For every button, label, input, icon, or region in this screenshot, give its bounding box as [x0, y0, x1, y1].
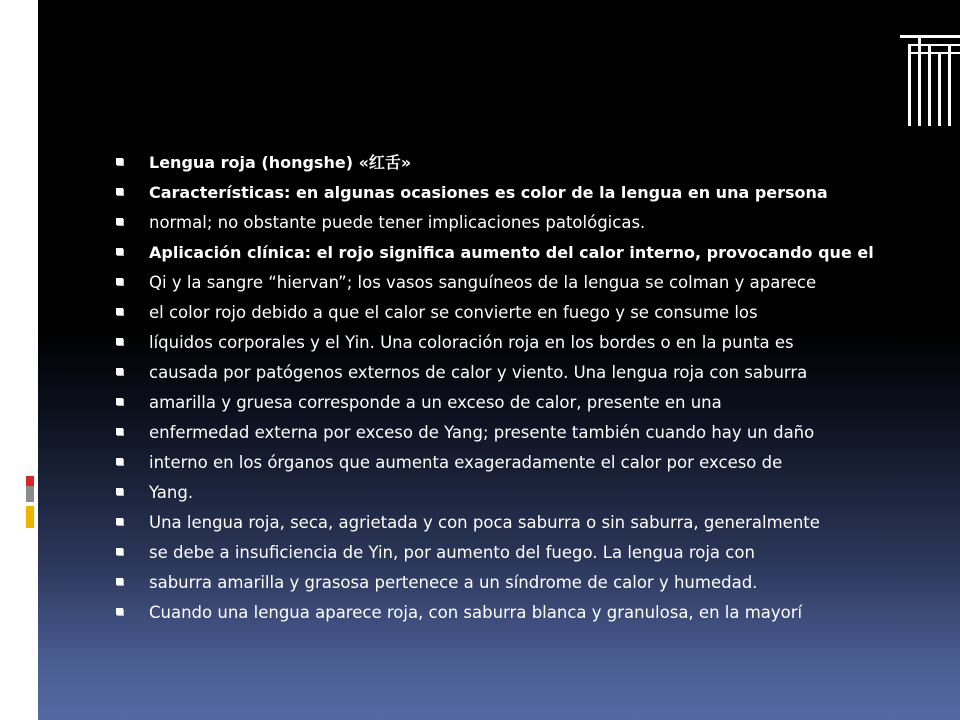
square-bullet-icon [116, 548, 123, 555]
bullet-item [114, 334, 914, 351]
bullet-item [114, 604, 914, 621]
bullet-text: líquidos corporales y el Yin. Una coloración roja en los bordes o en la punta es [149, 333, 794, 352]
square-bullet-icon [116, 308, 123, 315]
square-bullet-icon [116, 458, 123, 465]
bullet-item [114, 274, 914, 291]
bullet-item [114, 304, 914, 321]
bullet-item [114, 424, 914, 441]
bullet-item [114, 484, 914, 501]
bullet-text: enfermedad externa por exceso de Yang; presente también cuando hay un daño [149, 423, 815, 442]
square-bullet-icon [116, 158, 123, 165]
bullet-item [114, 454, 914, 471]
bullet-item [114, 544, 914, 561]
accent-stripe-yellow [26, 506, 34, 528]
bullet-item [114, 184, 914, 201]
bullet-text: Lengua roja (hongshe) «红舌» [149, 153, 412, 172]
bullet-text: Qi y la sangre “hiervan”; los vasos sanguíneos de la lengua se colman y aparece [149, 273, 817, 292]
bullet-item [114, 394, 914, 411]
bullet-item [114, 154, 914, 171]
bullet-text: se debe a insuficiencia de Yin, por aumento del fuego. La lengua roja con [149, 543, 755, 562]
bullet-text: Características: en algunas ocasiones es color de la lengua en una persona [149, 183, 828, 202]
square-bullet-icon [116, 278, 123, 285]
square-bullet-icon [116, 188, 123, 195]
square-bullet-icon [116, 218, 123, 225]
square-bullet-icon [116, 608, 123, 615]
bullet-text: el color rojo debido a que el calor se convierte en fuego y se consume los [149, 303, 758, 322]
bullet-item [114, 364, 914, 381]
square-bullet-icon [116, 428, 123, 435]
accent-stripe-gray [26, 486, 34, 502]
bullet-text: Cuando una lengua aparece roja, con saburra blanca y granulosa, en la mayorí [149, 603, 803, 622]
bullet-item [114, 574, 914, 591]
bullet-text: Una lengua roja, seca, agrietada y con poca saburra o sin saburra, generalmente [149, 513, 820, 532]
square-bullet-icon [116, 368, 123, 375]
square-bullet-icon [116, 248, 123, 255]
bullet-list [114, 154, 914, 634]
square-bullet-icon [116, 398, 123, 405]
bullet-text: interno en los órganos que aumenta exageradamente el calor por exceso de [149, 453, 783, 472]
bullet-text: amarilla y gruesa corresponde a un exceso de calor, presente en una [149, 393, 722, 412]
bullet-item [114, 244, 914, 261]
square-bullet-icon [116, 488, 123, 495]
bullet-item [114, 514, 914, 531]
bullet-text: causada por patógenos externos de calor y viento. Una lengua roja con saburra [149, 363, 808, 382]
bullet-text: Yang. [149, 483, 194, 502]
bullet-text: saburra amarilla y grasosa pertenece a un síndrome de calor y humedad. [149, 573, 758, 592]
square-bullet-icon [116, 578, 123, 585]
square-bullet-icon [116, 518, 123, 525]
bullet-text: normal; no obstante puede tener implicaciones patológicas. [149, 213, 646, 232]
bullet-text: Aplicación clínica: el rojo significa aumento del calor interno, provocando que el [149, 243, 874, 262]
square-bullet-icon [116, 338, 123, 345]
slide-decoration-lines-icon [900, 0, 960, 126]
bullet-item [114, 214, 914, 231]
left-white-bar [0, 0, 38, 720]
